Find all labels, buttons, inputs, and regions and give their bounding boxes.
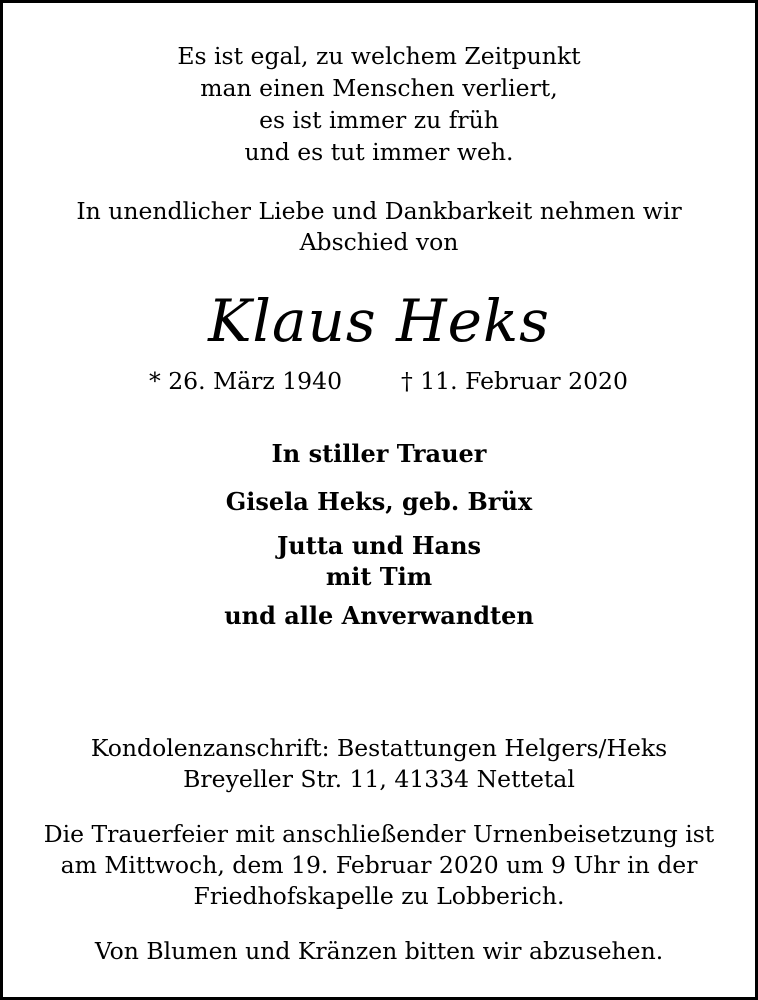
mourner-relatives: und alle Anverwandten [224, 601, 534, 630]
poem-line-4: und es tut immer weh. [244, 138, 514, 166]
poem-line-1: Es ist egal, zu welchem Zeitpunkt [177, 42, 581, 70]
mourner-grandchild: mit Tim [325, 562, 433, 591]
ceremony-line-3: Friedhofskapelle zu Lobberich. [193, 882, 565, 910]
mourner-children: Jutta und Hans [276, 531, 482, 560]
death-date: † 11. Februar 2020 [401, 367, 628, 395]
deceased-name: Klaus Heks [208, 287, 550, 355]
closing-line: Von Blumen und Kränzen bitten wir abzusehen. [94, 937, 664, 965]
ceremony-line-2: am Mittwoch, dem 19. Februar 2020 um 9 Uhr in der [60, 851, 698, 879]
intro-line-1: In unendlicher Liebe und Dankbarkeit nehmen wir [76, 197, 682, 225]
intro-line-2: Abschied von [299, 228, 459, 256]
condolence-line-2: Breyeller Str. 11, 41334 Nettetal [183, 765, 575, 793]
poem-line-2: man einen Menschen verliert, [200, 74, 558, 102]
mourning-heading: In stiller Trauer [271, 439, 487, 468]
birth-date: * 26. März 1940 [149, 367, 343, 395]
poem-line-3: es ist immer zu früh [259, 106, 499, 134]
mourner-spouse: Gisela Heks, geb. Brüx [225, 487, 533, 516]
condolence-line-1: Kondolenzanschrift: Bestattungen Helgers/Heks [90, 734, 668, 762]
ceremony-line-1: Die Trauerfeier mit anschließender Urnenbeisetzung ist [43, 820, 715, 848]
